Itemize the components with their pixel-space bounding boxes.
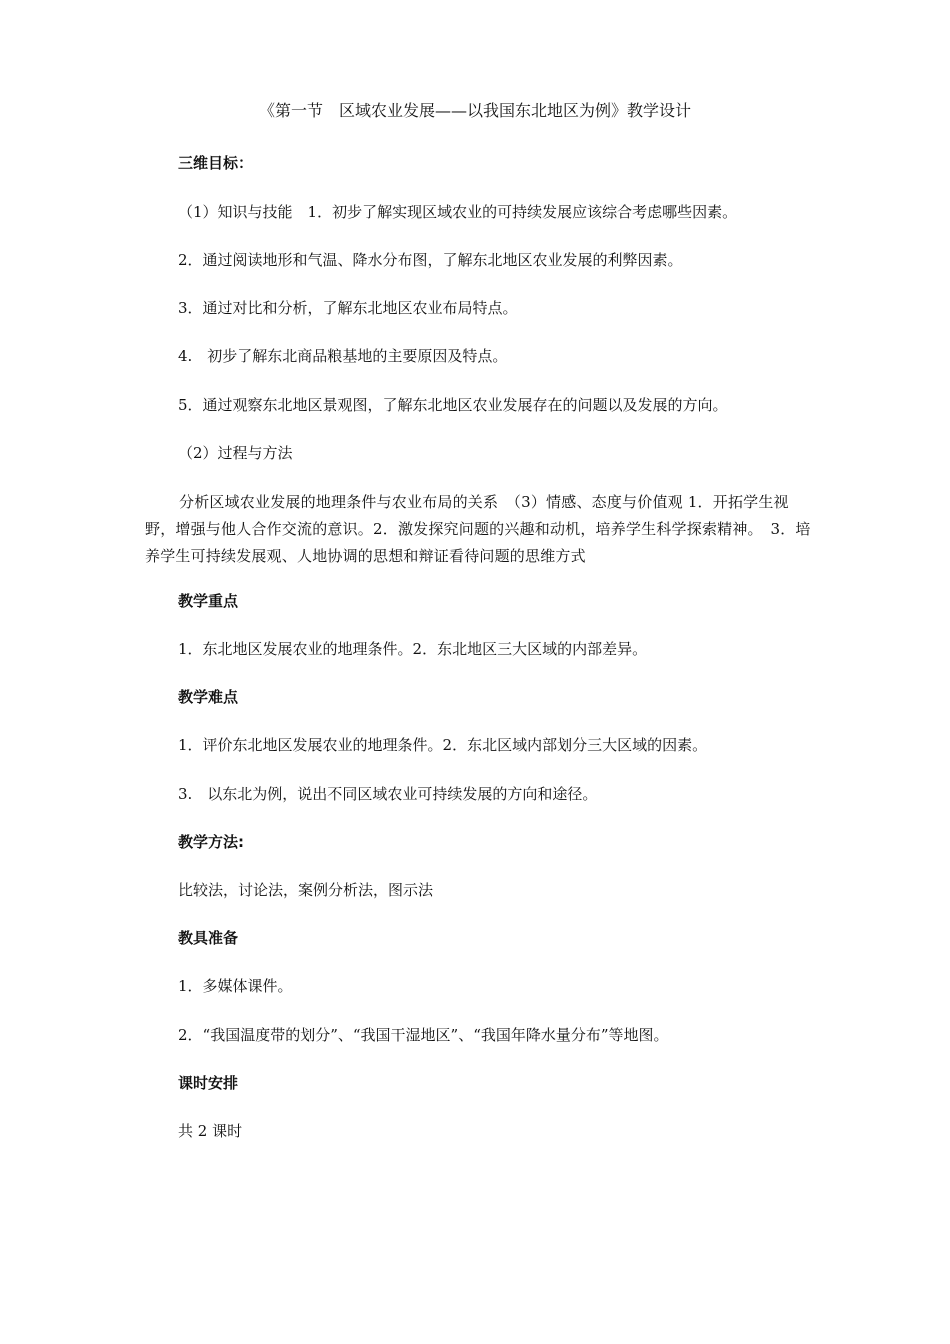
process-method-heading: （2）过程与方法 bbox=[178, 444, 293, 462]
tools-item-2: 2．“我国温度带的划分”、“我国干湿地区”、“我国年降水量分布”等地图。 bbox=[178, 1026, 669, 1044]
difficulties-heading: 教学难点 bbox=[178, 688, 239, 706]
process-paragraph: 分析区域农业发展的地理条件与农业布局的关系 （3）情感、态度与价值观 1．开拓学生视野，增强与他人合作交流的意识。2．激发探究问题的兴趣和动机，培养学生科学探索精神。 3．培养学生可持续发展观、人地协调的思想和辩证看待问题的思维方式 bbox=[145, 493, 811, 565]
knowledge-item-2: 2．通过阅读地形和气温、降水分布图，了解东北地区农业发展的利弊因素。 bbox=[178, 251, 683, 269]
knowledge-item-4: 4. 初步了解东北商品粮基地的主要原因及特点。 bbox=[178, 347, 508, 365]
objectives-heading: 三维目标： bbox=[178, 154, 254, 172]
knowledge-skills-line: （1）知识与技能 1．初步了解实现区域农业的可持续发展应该综合考虑哪些因素。 bbox=[178, 203, 738, 221]
knowledge-item-5: 5．通过观察东北地区景观图，了解东北地区农业发展存在的问题以及发展的方向。 bbox=[178, 396, 728, 414]
difficulty-item-2: 3. 以东北为例，说出不同区域农业可持续发展的方向和途径。 bbox=[178, 785, 598, 803]
key-points-text: 1．东北地区发展农业的地理条件。2．东北地区三大区域的内部差异。 bbox=[178, 640, 648, 658]
tools-item-1: 1．多媒体课件。 bbox=[178, 977, 293, 995]
tools-heading: 教具准备 bbox=[178, 929, 239, 947]
key-points-heading: 教学重点 bbox=[178, 592, 239, 610]
methods-heading: 教学方法: bbox=[178, 833, 244, 851]
knowledge-item-3: 3．通过对比和分析，了解东北地区农业布局特点。 bbox=[178, 299, 518, 317]
methods-text: 比较法，讨论法，案例分析法，图示法 bbox=[178, 881, 434, 899]
schedule-text: 共 2 课时 bbox=[178, 1122, 243, 1140]
schedule-heading: 课时安排 bbox=[178, 1074, 239, 1092]
document-title: 《第一节 区域农业发展——以我国东北地区为例》教学设计 bbox=[258, 101, 691, 120]
difficulty-item-1: 1．评价东北地区发展农业的地理条件。2．东北区域内部划分三大区域的因素。 bbox=[178, 736, 708, 754]
